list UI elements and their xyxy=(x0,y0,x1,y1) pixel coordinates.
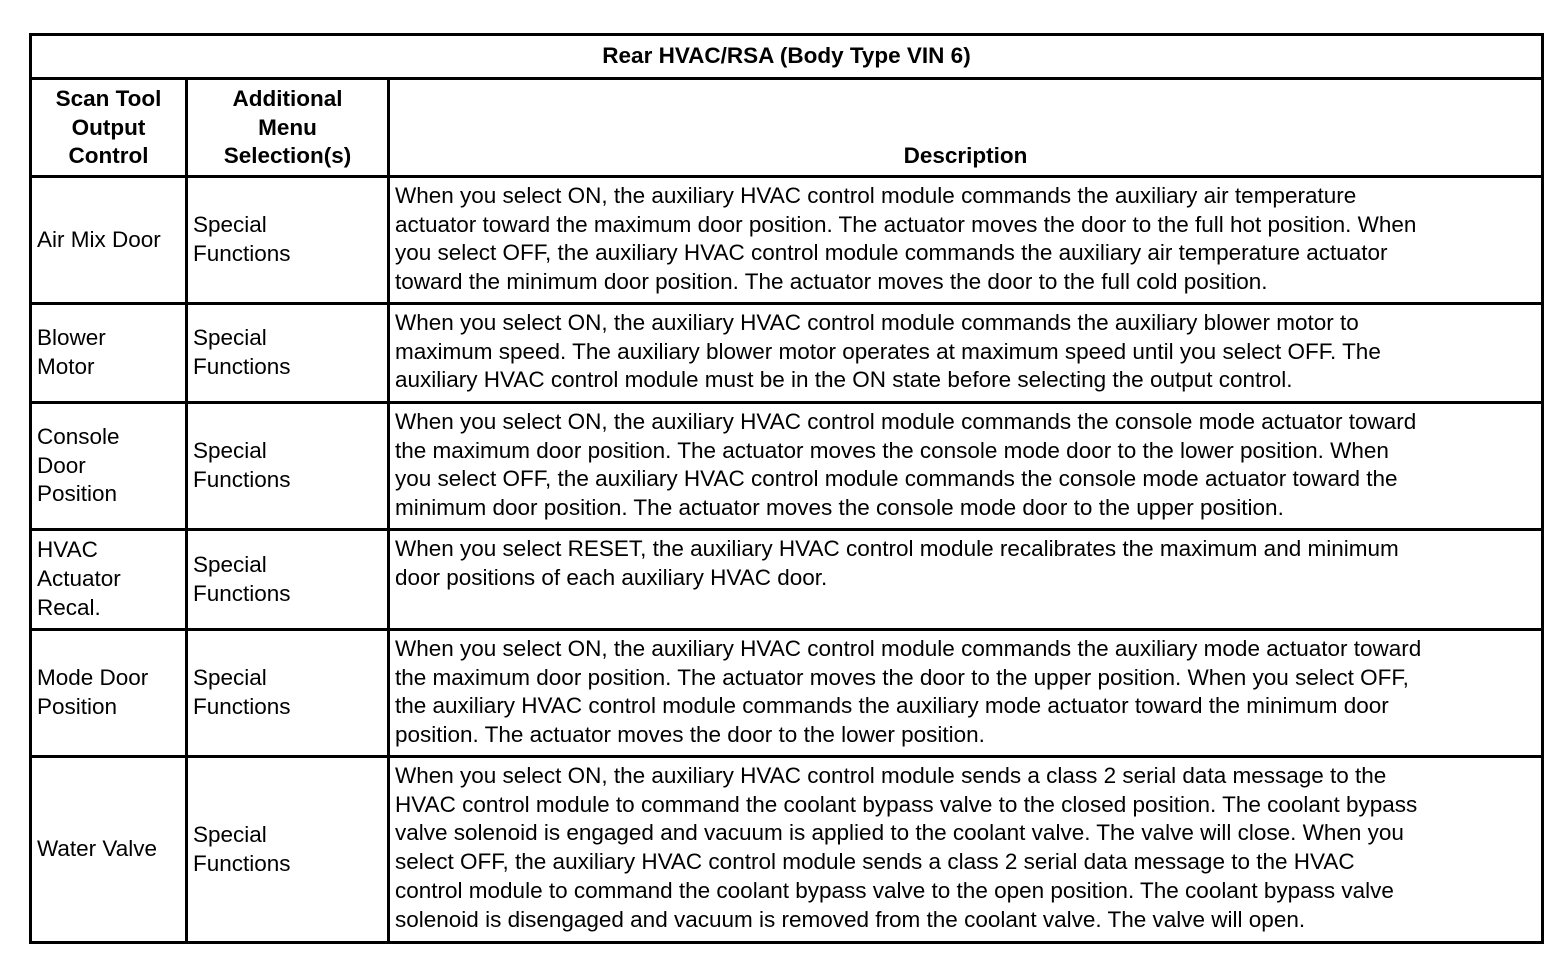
menu-line: Functions xyxy=(193,580,291,606)
description-line: When you select ON, the auxiliary HVAC control module commands the auxiliary air temperature xyxy=(395,183,1357,208)
menu-line: Special xyxy=(193,212,267,238)
table-row xyxy=(31,403,1543,530)
description-line: actuator toward the maximum door position. The actuator moves the door to the full hot position. When xyxy=(395,211,1417,237)
control-line: Motor xyxy=(37,354,95,379)
control-cell xyxy=(31,177,187,304)
description-line: you select OFF, the auxiliary HVAC control module commands the console mode actuator toward the xyxy=(395,466,1398,492)
control-line: Water Valve xyxy=(37,836,158,862)
menu-cell xyxy=(187,177,389,304)
menu-line: Functions xyxy=(193,354,291,379)
table-row xyxy=(31,177,1543,304)
menu-line: Special xyxy=(193,665,267,691)
description-cell xyxy=(389,403,1543,530)
description-line: auxiliary HVAC control module must be in the ON state before selecting the output control. xyxy=(395,367,1293,393)
menu-line: Special xyxy=(193,821,267,847)
control-cell xyxy=(31,403,187,530)
description-line: the auxiliary HVAC control module commands the auxiliary mode actuator toward the minimum door xyxy=(395,693,1389,719)
header-line: Menu xyxy=(258,114,317,140)
table-title: Rear HVAC/RSA (Body Type VIN 6) xyxy=(31,35,1543,79)
description-line: When you select ON, the auxiliary HVAC control module sends a class 2 serial data message to the xyxy=(395,763,1387,788)
control-line: Mode Door xyxy=(37,665,149,691)
menu-cell xyxy=(187,304,389,403)
description-line: the maximum door position. The actuator moves the door to the upper position. When you select OFF, xyxy=(395,664,1409,690)
menu-cell xyxy=(187,757,389,943)
control-line: Blower xyxy=(37,325,106,351)
header-scan-tool-output-control xyxy=(31,79,187,177)
description-line: solenoid is disengaged and vacuum is removed from the coolant valve. The valve will open. xyxy=(395,906,1306,932)
header-line: Output xyxy=(71,114,146,140)
control-line: Console xyxy=(37,423,120,449)
description-line: valve solenoid is engaged and vacuum is applied to the coolant valve. The valve will close. When you xyxy=(395,820,1404,846)
control-line: HVAC xyxy=(37,537,98,563)
control-cell xyxy=(31,757,187,943)
table-row xyxy=(31,530,1543,630)
description-line: select OFF, the auxiliary HVAC control module sends a class 2 serial data message to the HVAC xyxy=(395,849,1355,875)
table-row xyxy=(31,304,1543,403)
control-line: Actuator xyxy=(37,566,121,592)
description-line: When you select ON, the auxiliary HVAC control module commands the auxiliary blower motor to xyxy=(395,310,1359,335)
table-row xyxy=(31,630,1543,757)
menu-line: Functions xyxy=(193,241,291,266)
menu-line: Special xyxy=(193,551,267,577)
description-cell xyxy=(389,304,1543,403)
control-cell xyxy=(31,304,187,403)
control-line: Position xyxy=(37,481,118,507)
header-line: Control xyxy=(68,143,149,169)
description-cell xyxy=(389,530,1543,630)
description-line: maximum speed. The auxiliary blower motor operates at maximum speed until you select OFF. The xyxy=(395,338,1381,364)
description-line: When you select ON, the auxiliary HVAC control module commands the console mode actuator toward xyxy=(395,409,1417,434)
menu-cell xyxy=(187,630,389,757)
description-line: door positions of each auxiliary HVAC door. xyxy=(395,564,828,590)
description-line: control module to command the coolant bypass valve to the open position. The coolant bypass valve xyxy=(395,877,1394,903)
description-line: minimum door position. The actuator moves the console mode door to the upper position. xyxy=(395,495,1284,521)
control-line: Recal. xyxy=(37,594,101,620)
description-cell xyxy=(389,177,1543,304)
control-cell xyxy=(31,630,187,757)
table-row xyxy=(31,757,1543,943)
menu-line: Special xyxy=(193,325,267,351)
menu-cell xyxy=(187,403,389,530)
header-description: Description xyxy=(389,79,1543,177)
menu-line: Special xyxy=(193,438,267,464)
menu-cell xyxy=(187,530,389,630)
menu-line: Functions xyxy=(193,694,291,719)
header-additional-menu-selections xyxy=(187,79,389,177)
header-line: Additional xyxy=(232,85,343,111)
header-line: Selection(s) xyxy=(223,143,352,169)
description-line: the maximum door position. The actuator moves the console mode door to the lower position. When xyxy=(395,437,1389,463)
control-line: Air Mix Door xyxy=(37,226,161,252)
menu-line: Functions xyxy=(193,850,291,876)
control-cell xyxy=(31,530,187,630)
control-line: Position xyxy=(37,694,118,719)
menu-line: Functions xyxy=(193,467,291,492)
description-line: position. The actuator moves the door to the lower position. xyxy=(395,722,985,748)
description-line: you select OFF, the auxiliary HVAC control module commands the auxiliary air temperature actuator xyxy=(395,240,1388,266)
description-line: HVAC control module to command the coolant bypass valve to the closed position. The coolant bypass xyxy=(395,791,1418,817)
description-cell xyxy=(389,757,1543,943)
description-cell xyxy=(389,630,1543,757)
hvac-output-control-table xyxy=(29,33,1544,944)
description-line: When you select ON, the auxiliary HVAC control module commands the auxiliary mode actuator toward xyxy=(395,636,1422,661)
control-line: Door xyxy=(37,452,86,478)
description-line: toward the minimum door position. The actuator moves the door to the full cold position. xyxy=(395,269,1268,295)
header-line: Scan Tool xyxy=(55,85,162,111)
description-line: When you select RESET, the auxiliary HVAC control module recalibrates the maximum and minimum xyxy=(395,536,1399,561)
